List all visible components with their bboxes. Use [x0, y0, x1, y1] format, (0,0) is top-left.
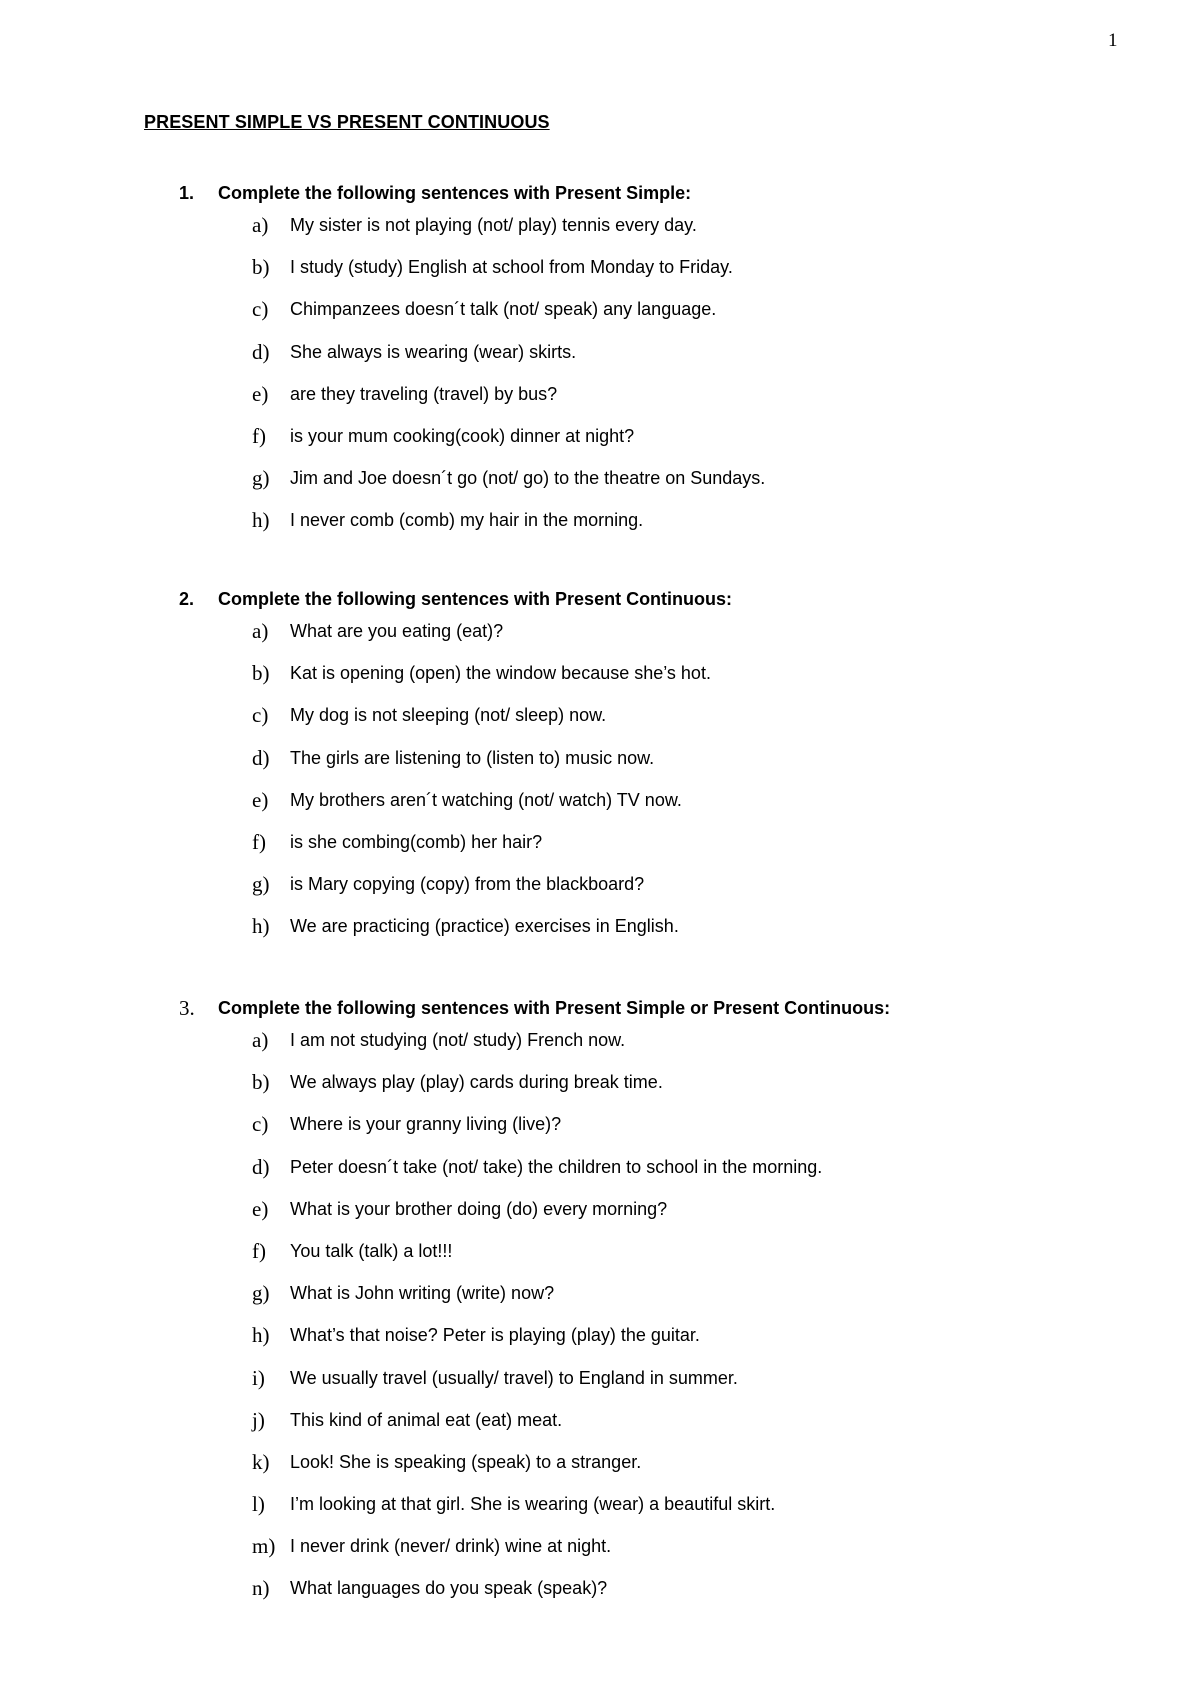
item-sentence: I am not studying (not/ study) French now.	[290, 1030, 626, 1050]
item-sentence: Look! She is speaking (speak) to a stranger.	[290, 1451, 642, 1472]
item-sentence: You talk (talk) a lot!!!	[290, 1240, 453, 1261]
exercise-item-list	[0, 1028, 1200, 1619]
exercise-section	[0, 998, 1200, 1619]
item-sentence: My dog is not sleeping (not/ sleep) now.	[290, 705, 607, 726]
exercise-item	[0, 508, 1200, 550]
item-letter: f)	[252, 1238, 266, 1263]
item-letter: d)	[252, 745, 270, 770]
page-number: 1	[1108, 30, 1118, 51]
item-sentence: Jim and Joe doesn´t go (not/ go) to the theatre on Sundays.	[290, 468, 766, 489]
exercise-item	[0, 746, 1200, 788]
exercise-item	[0, 1576, 1200, 1618]
item-letter: c)	[252, 297, 269, 322]
item-sentence: Chimpanzees doesn´t talk (not/ speak) any language.	[290, 299, 717, 320]
exercise-heading: Complete the following sentences with Present Simple or Present Continuous:	[218, 998, 891, 1018]
exercise-item	[0, 1281, 1200, 1323]
item-sentence: Kat is opening (open) the window because she’s hot.	[290, 663, 711, 684]
exercise-item	[0, 1028, 1200, 1070]
item-sentence: Where is your granny living (live)?	[290, 1114, 562, 1135]
exercise-item	[0, 619, 1200, 661]
exercise-item	[0, 914, 1200, 956]
exercise-item-list	[0, 619, 1200, 957]
item-letter: c)	[252, 1112, 269, 1137]
item-sentence: What languages do you speak (speak)?	[290, 1578, 608, 1599]
exercise-item	[0, 1239, 1200, 1281]
item-letter: j)	[252, 1407, 265, 1432]
exercise-item	[0, 703, 1200, 745]
item-letter: d)	[252, 1154, 270, 1179]
item-letter: h)	[252, 914, 270, 939]
item-letter: d)	[252, 339, 270, 364]
exercise-header	[0, 183, 1200, 213]
exercise-heading: Complete the following sentences with Present Simple:	[218, 183, 692, 203]
item-sentence: We are practicing (practice) exercises in English.	[290, 916, 679, 937]
exercise-item	[0, 1366, 1200, 1408]
item-letter: b)	[252, 255, 270, 280]
item-sentence: What’s that noise? Peter is playing (play) the guitar.	[290, 1325, 700, 1346]
item-letter: a)	[252, 213, 269, 237]
exercise-item	[0, 1492, 1200, 1534]
item-sentence: The girls are listening to (listen to) music now.	[290, 747, 655, 768]
exercise-item	[0, 1323, 1200, 1365]
exercise-item	[0, 1155, 1200, 1197]
exercise-item	[0, 788, 1200, 830]
exercise-item	[0, 1112, 1200, 1154]
exercise-item	[0, 872, 1200, 914]
exercise-section	[0, 183, 1200, 551]
exercise-item	[0, 1534, 1200, 1576]
exercise-item	[0, 1408, 1200, 1450]
item-sentence: My brothers aren´t watching (not/ watch) TV now.	[290, 789, 682, 810]
item-letter: k)	[252, 1449, 270, 1474]
document-title: PRESENT SIMPLE VS PRESENT CONTINUOUS	[144, 112, 550, 132]
exercise-item	[0, 424, 1200, 466]
item-letter: f)	[252, 829, 266, 854]
exercise-item	[0, 466, 1200, 508]
item-sentence: She always is wearing (wear) skirts.	[290, 341, 577, 362]
item-letter: b)	[252, 661, 270, 686]
exercise-number: 1.	[179, 183, 195, 203]
item-letter: e)	[252, 1196, 269, 1221]
exercise-item	[0, 213, 1200, 255]
item-letter: i)	[252, 1365, 265, 1390]
exercise-item	[0, 340, 1200, 382]
exercise-item	[0, 1070, 1200, 1112]
exercise-heading: Complete the following sentences with Present Continuous:	[218, 589, 733, 609]
item-sentence: This kind of animal eat (eat) meat.	[290, 1409, 563, 1430]
item-sentence: I study (study) English at school from Monday to Friday.	[290, 257, 733, 278]
exercise-item-list	[0, 213, 1200, 551]
item-sentence: is your mum cooking(cook) dinner at night?	[290, 425, 635, 446]
item-sentence: I never drink (never/ drink) wine at night.	[290, 1536, 612, 1557]
exercise-item	[0, 1450, 1200, 1492]
item-letter: l)	[252, 1492, 265, 1517]
exercise-header	[0, 998, 1200, 1028]
item-letter: b)	[252, 1070, 270, 1095]
item-sentence: Peter doesn´t take (not/ take) the children to school in the morning.	[290, 1156, 823, 1177]
exercise-item	[0, 661, 1200, 703]
item-sentence: What is John writing (write) now?	[290, 1283, 555, 1304]
item-letter: n)	[252, 1576, 270, 1601]
item-letter: h)	[252, 508, 270, 533]
item-letter: e)	[252, 787, 269, 812]
exercise-header	[0, 589, 1200, 619]
exercise-item	[0, 382, 1200, 424]
item-sentence: We usually travel (usually/ travel) to England in summer.	[290, 1367, 738, 1388]
exercise-section	[0, 589, 1200, 957]
item-sentence: is she combing(comb) her hair?	[290, 831, 543, 852]
item-letter: h)	[252, 1323, 270, 1348]
item-sentence: I never comb (comb) my hair in the morning.	[290, 510, 644, 531]
item-sentence: I’m looking at that girl. She is wearing (wear) a beautiful skirt.	[290, 1494, 776, 1515]
item-letter: g)	[252, 872, 270, 897]
exercise-item	[0, 1197, 1200, 1239]
item-letter: a)	[252, 1028, 269, 1052]
item-letter: g)	[252, 466, 270, 491]
item-sentence: We always play (play) cards during break time.	[290, 1072, 663, 1093]
item-sentence: is Mary copying (copy) from the blackboard?	[290, 874, 645, 895]
item-sentence: What are you eating (eat)?	[290, 621, 504, 641]
exercise-item	[0, 297, 1200, 339]
item-letter: m)	[252, 1534, 276, 1559]
item-sentence: are they traveling (travel) by bus?	[290, 383, 558, 404]
exercise-number: 3.	[179, 996, 195, 1020]
item-letter: e)	[252, 381, 269, 406]
exercise-item	[0, 830, 1200, 872]
item-letter: c)	[252, 703, 269, 728]
item-sentence: What is your brother doing (do) every morning?	[290, 1198, 668, 1219]
item-letter: g)	[252, 1281, 270, 1306]
item-letter: a)	[252, 619, 269, 643]
exercise-item	[0, 255, 1200, 297]
exercise-number: 2.	[179, 589, 195, 609]
item-sentence: My sister is not playing (not/ play) tennis every day.	[290, 215, 697, 235]
item-letter: f)	[252, 423, 266, 448]
